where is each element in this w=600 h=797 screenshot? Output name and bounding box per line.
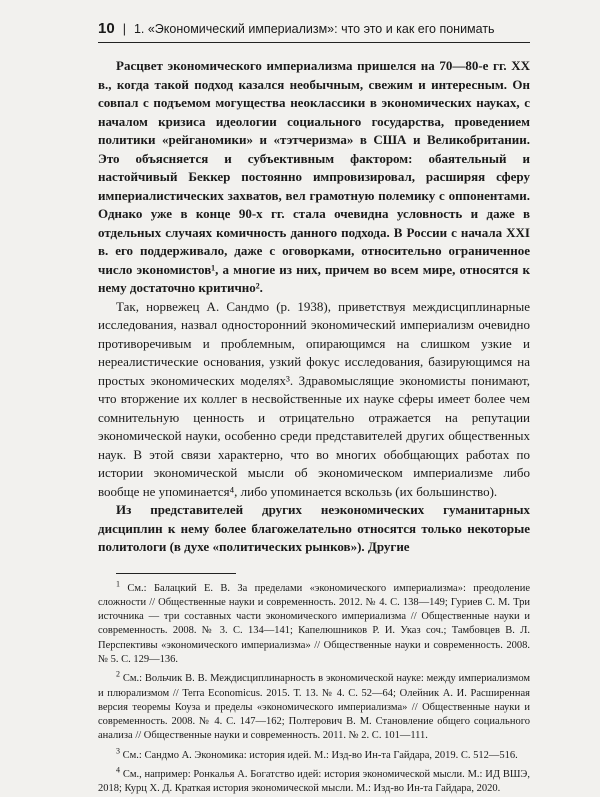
- chapter-title: 1. «Экономический империализм»: что это и как его понимать: [133, 21, 495, 36]
- footnote-text: См.: Балацкий Е. В. За пределами «экономического империализма»: преодоление сложности // Общественные науки и современность. 2012. № 4. С. 138—149; Гуриев С. М. Три источника — три составных части экономического империализма // Общественные науки и современность. 2008. № 3. С. 134—141; Капелюшников Р. И. Указ соч.; Тамбовцев В. Л. Перспективы «экономического империализма» // Общественные науки и современность. 2008. № 5. С. 129—136.: [98, 582, 530, 665]
- footnote-text: См., например: Ронкалья А. Богатство идей: история экономической мысли. М.: ИД ВШЭ, 2018; Курц Х. Д. Краткая история экономической мысли. М.: Изд-во Ин-та Гайдара, 2020.: [98, 769, 530, 795]
- footnote: [98, 765, 530, 797]
- main-text: [98, 57, 530, 557]
- header-separator: |: [122, 21, 126, 36]
- page-number: 10: [98, 20, 115, 37]
- footnotes: [98, 579, 531, 797]
- footnote-divider: [116, 573, 236, 574]
- paragraph-2: Так, норвежец А. Сандмо (р. 1938), приветствуя междисциплинарные исследования, назвал односторонний экономический империализм очевидно противоречивым и проблемным, опирающимся на слишком узкие и нереалистические основания, узкий фокус исследования, базирующимся на простых экономических моделях³. Здравомыслящие экономисты понимают, что вторжение их коллег в несвойственные их науке сферы имеет более чем сомнительную ценность и отрицательно отражается на репутации экономической науки, особенно среди представителей других общественных наук. В этой связи характерно, что во многих обобщающих работах по истории экономической мысли об экономическом империализме либо вообще не упоминается⁴, либо упоминается вскользь (их большинство).: [98, 298, 530, 499]
- footnote-number: 1: [116, 579, 120, 588]
- footnote-text: См.: Сандмо А. Экономика: история идей. М.: Изд-во Ин-та Гайдара, 2019. С. 512—516.: [122, 749, 518, 761]
- footnote-number: 3: [116, 746, 120, 756]
- footnote: [98, 579, 530, 668]
- paragraph-3: Из представителей других неэкономических гуманитарных дисциплин к нему более благожелательно относятся только некоторые политологи (в духе «политических рынков»). Другие: [98, 502, 530, 554]
- footnote-number: 4: [116, 765, 120, 775]
- running-header: [98, 20, 530, 43]
- footnote: [98, 746, 530, 763]
- footnote: [98, 669, 531, 743]
- footnote-number: 2: [116, 669, 120, 679]
- footnote-text: См.: Вольчик В. В. Междисциплинарность в экономической науке: между империализмом и плюрализмом // Terra Economicus. 2015. Т. 13. № 4. С. 52—64; Олейник А. И. Расширенная версия теоремы Коуза и пределы «экономического империализма» // Общественные науки и современность. 2008. № 4. С. 147—162; Полтерович В. М. Становление общего социального анализа // Общественные науки и современность. 2011. № 2. С. 101—111.: [98, 673, 531, 742]
- paragraph-1: Расцвет экономического империализма пришелся на 70—80-е гг. XX в., когда такой подход казался необычным, свежим и интересным. Он совпал с подъемом могущества неоклассики в экономических науках, с началом кризиса идеологии социального государства, проведением политики «рейганомики» и «тэтчеризма» в США и Великобритании. Это объясняется и субъективным фактором: обаятельный и настойчивый Беккер постоянно импровизировал, расширяя сферу империалистических захватов, вел грамотную полемику с оппонентами. Однако уже в конце 90-х гг. стала очевидна условность и даже в отдельных случаях комичность данного подхода. В России с начала XXI в. его поддерживало, даже с оговорками, относительно ограниченное число экономистов¹, а многие из них, причем во всем мире, относятся к нему достаточно критично².: [98, 58, 530, 295]
